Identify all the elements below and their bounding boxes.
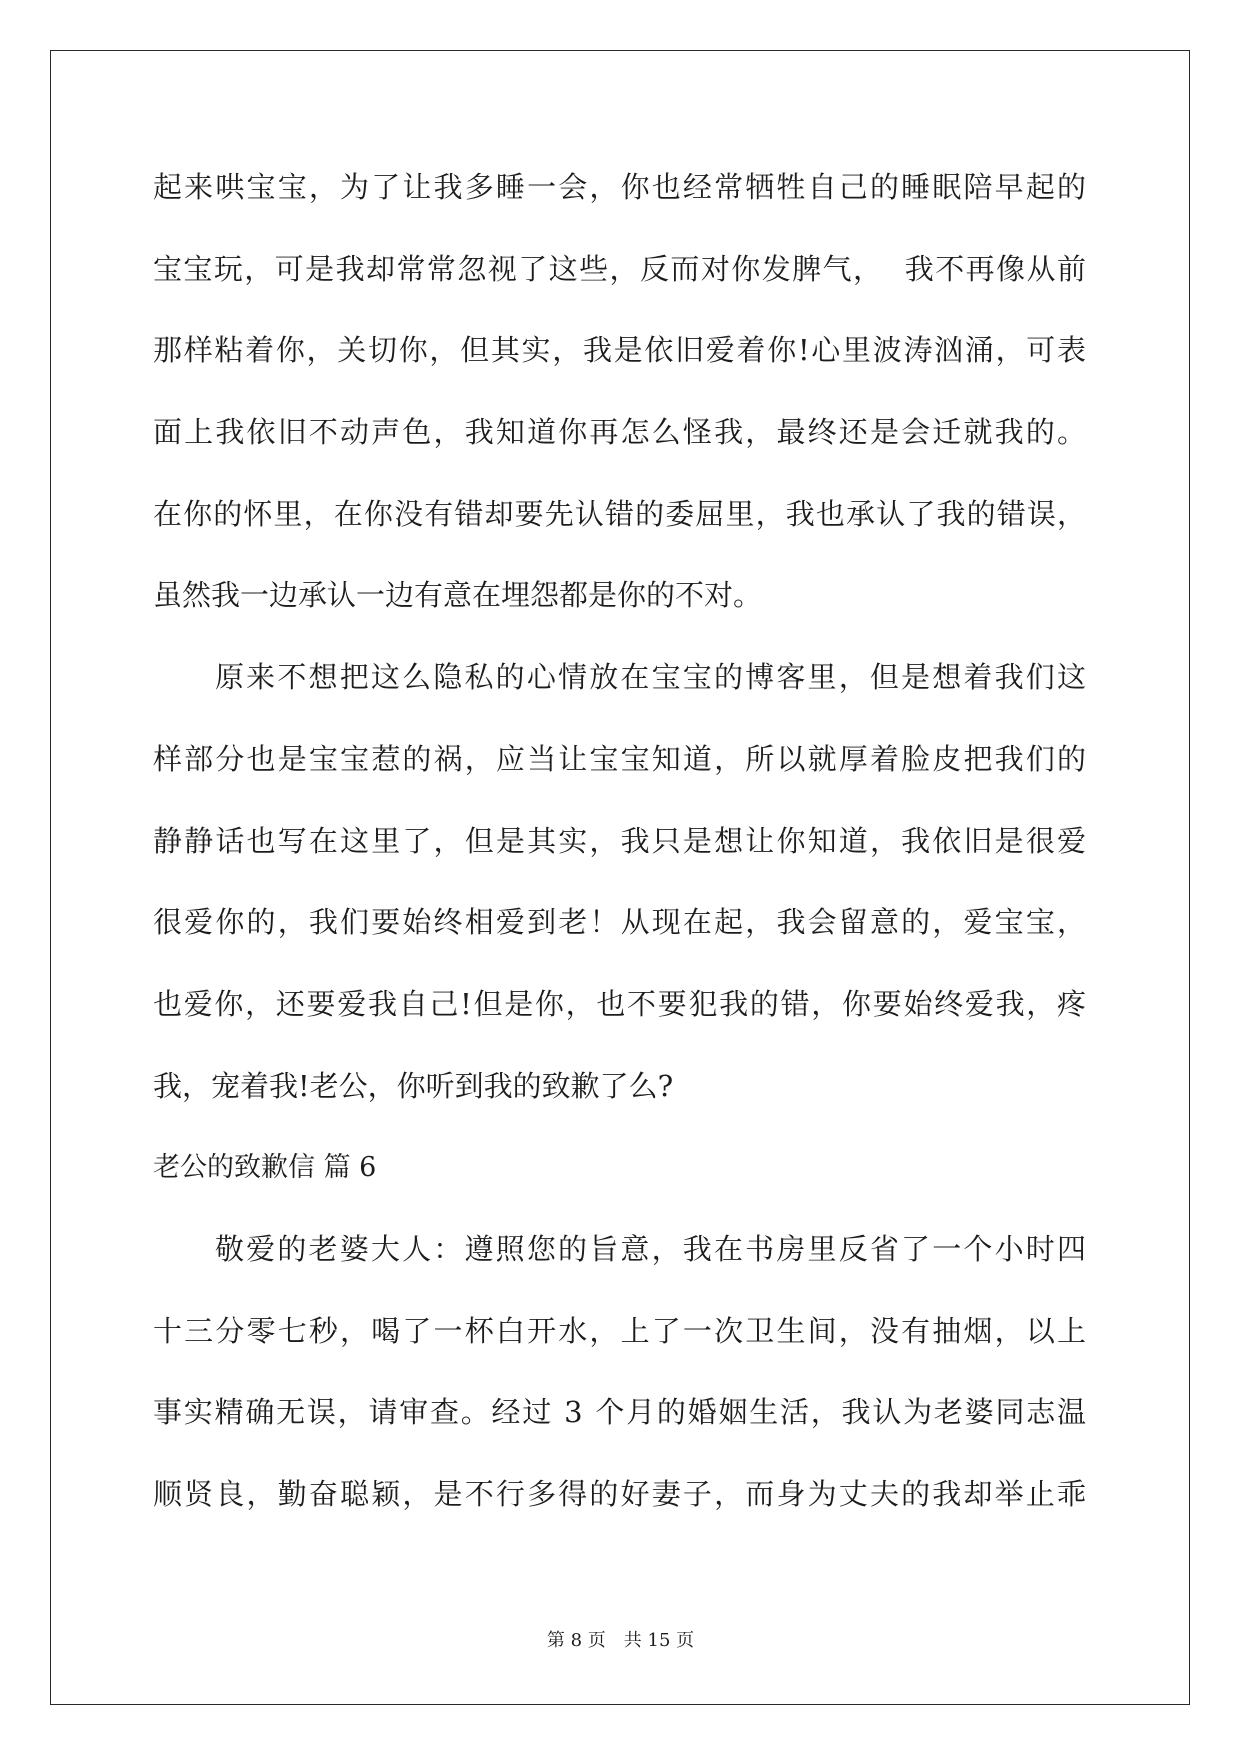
text-line: 样部分也是宝宝惹的祸，应当让宝宝知道，所以就厚着脸皮把我们的 <box>153 741 1089 776</box>
paragraph-closing <box>153 637 1089 1127</box>
text-line: 原来不想把这么隐私的心情放在宝宝的博客里，但是想着我们这 <box>215 660 1089 695</box>
text-line: 在你的怀里，在你没有错却要先认错的委屈里，我也承认了我的错误， <box>153 496 1088 531</box>
text-line: 起来哄宝宝，为了让我多睡一会，你也经常牺牲自己的睡眠陪早起的 <box>153 170 1089 204</box>
text-line: 宝宝玩，可是我却常常忽视了这些，反而对你发脾气， 我不再像从前 <box>153 251 1088 286</box>
text-line: 静静话也写在这里了，但是其实，我只是想让你知道，我依旧是很爱 <box>153 823 1089 858</box>
paragraph-continued <box>153 147 1089 637</box>
text-line: 很爱你的，我们要始终相爱到老！从现在起，我会留意的，爱宝宝， <box>153 905 1089 940</box>
text-line: 十三分零七秒，喝了一杯白开水，上了一次卫生间，没有抽烟，以上 <box>153 1313 1089 1348</box>
text-line: 我，宠着我!老公，你听到我的致歉了么? <box>153 1068 674 1103</box>
text-line: 虽然我一边承认一边有意在埋怨都是你的不对。 <box>153 578 763 613</box>
section-heading: 老公的致歉信 篇 6 <box>153 1152 377 1184</box>
text-line: 那样粘着你，关切你，但其实，我是依旧爱着你!心里波涛汹涌，可表 <box>153 333 1088 368</box>
paragraph-section <box>153 1209 1089 1536</box>
page-number-footer: 第 8 页 共 15 页 <box>546 1630 695 1651</box>
document-body <box>153 147 1089 1536</box>
text-line: 顺贤良，勤奋聪颖，是不行多得的好妻子，而身为丈夫的我却举止乖 <box>153 1477 1089 1511</box>
text-line: 也爱你，还要爱我自己!但是你，也不要犯我的错，你要始终爱我，疼 <box>153 986 1088 1021</box>
text-line: 敬爱的老婆大人：遵照您的旨意，我在书房里反省了一个小时四 <box>215 1231 1089 1266</box>
text-line: 面上我依旧不动声色，我知道你再怎么怪我，最终还是会迁就我的。 <box>153 415 1089 450</box>
text-line: 事实精确无误，请审查。经过 3 个月的婚姻生活，我认为老婆同志温 <box>153 1395 1088 1430</box>
